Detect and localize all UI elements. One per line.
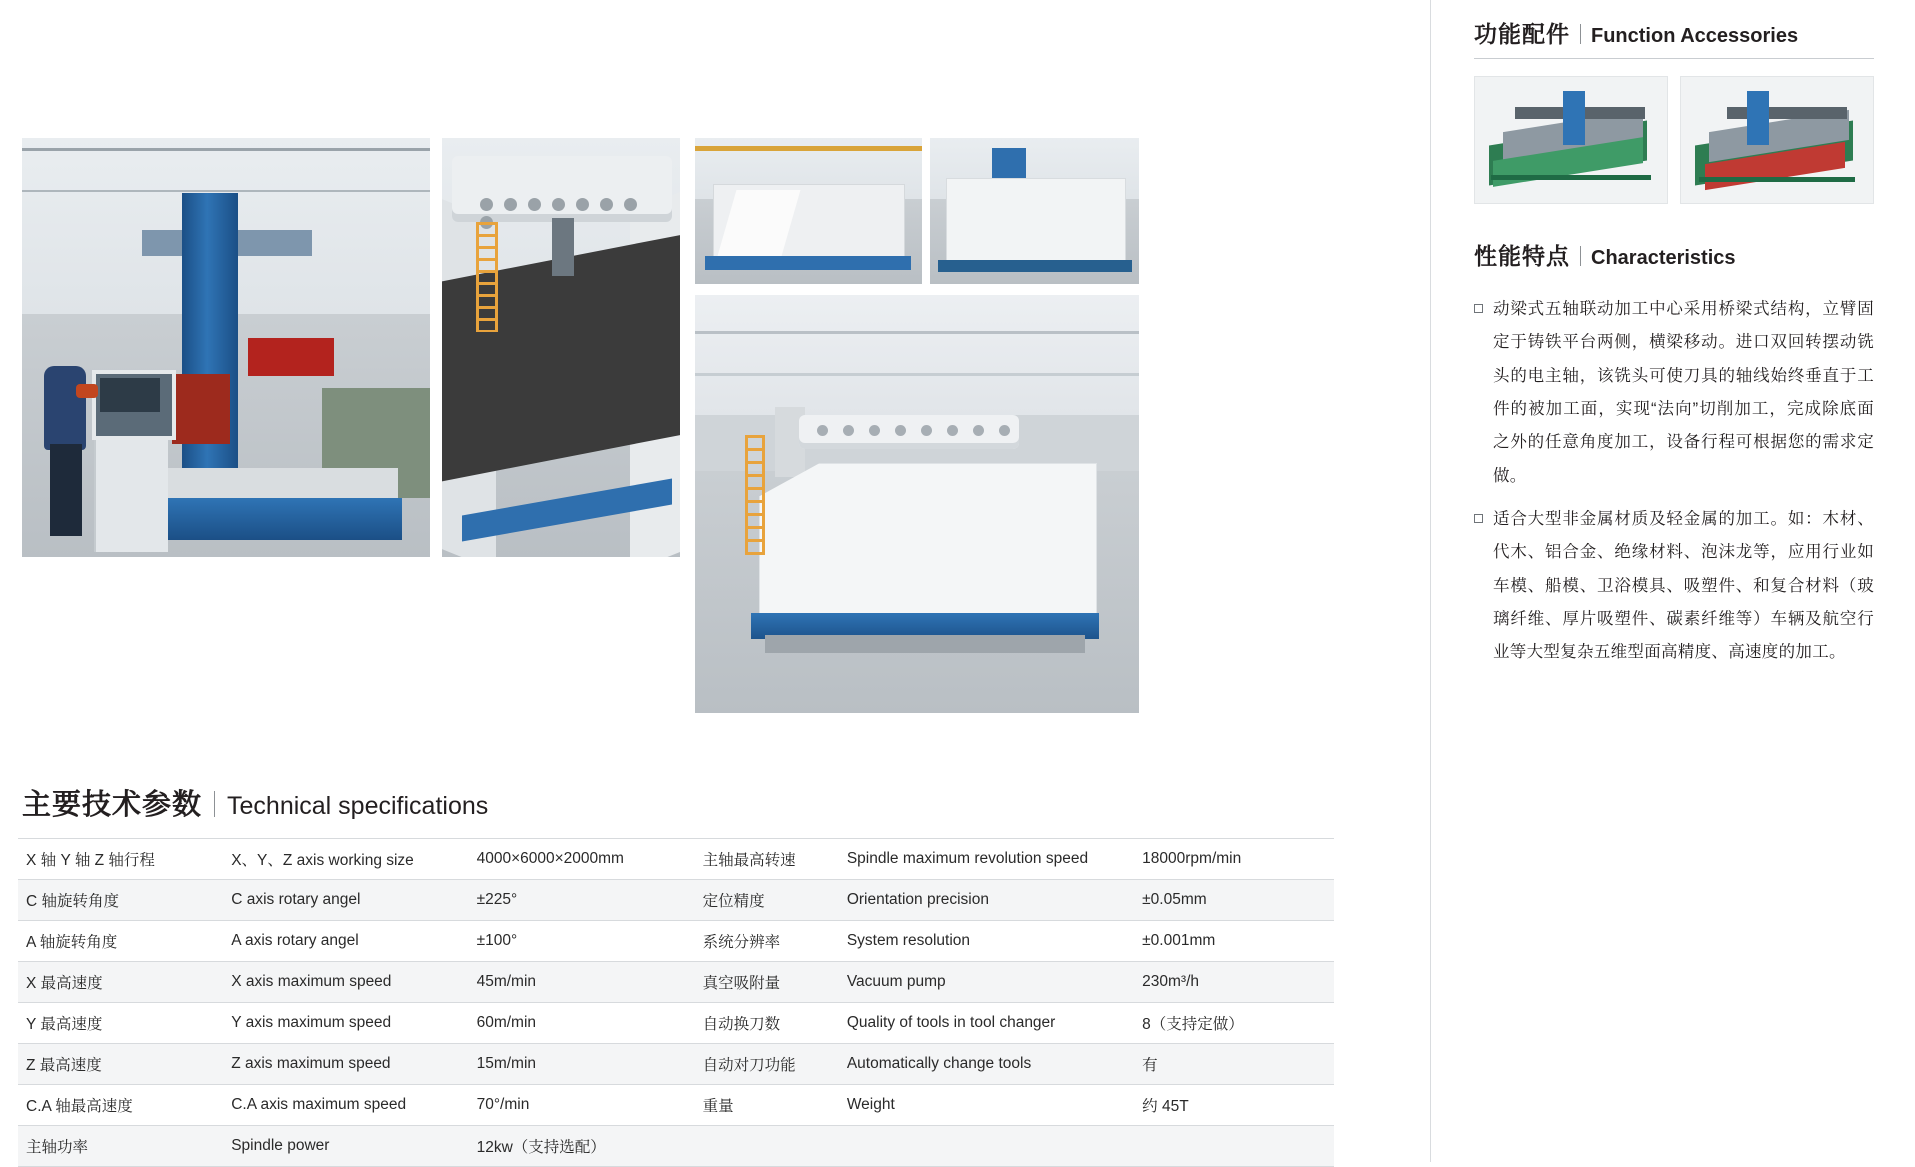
cell-param-cn: X 最高速度: [18, 962, 223, 1003]
photo-roof-truss: [695, 331, 1139, 334]
cell-param2-value: 有: [1134, 1044, 1334, 1085]
heading-divider: [214, 791, 215, 817]
photo-full-enclosed-machine: [695, 295, 1139, 713]
cell-param-value: ±100°: [469, 921, 685, 962]
photo-white-enclosure: [946, 178, 1126, 264]
cell-param-cn: A 轴旋转角度: [18, 921, 223, 962]
cell-param2-en: Orientation precision: [839, 880, 1134, 921]
list-item: [1474, 503, 1874, 670]
accessories-image-row: [1474, 76, 1874, 204]
characteristics-heading: [1474, 238, 1874, 271]
cell-param-en: C axis rotary angel: [223, 880, 468, 921]
cell-param2-value: 230m³/h: [1134, 962, 1334, 1003]
cell-param2-en: Vacuum pump: [839, 962, 1134, 1003]
cell-param2-value: 8（支持定做）: [1134, 1003, 1334, 1044]
cell-param2-cn: [685, 1126, 839, 1167]
cell-param2-value: [1134, 1126, 1334, 1167]
photo-roof-beam-secondary: [22, 190, 430, 192]
accessory-render-2: [1680, 76, 1874, 204]
photo-machine-arm: [799, 415, 1019, 449]
photo-spindle-head: [552, 218, 574, 276]
render-rail: [1491, 175, 1651, 180]
cell-param-en: Z axis maximum speed: [223, 1044, 468, 1085]
cell-param2-value: ±0.001mm: [1134, 921, 1334, 962]
cell-param-cn: C 轴旋转角度: [18, 880, 223, 921]
accessories-heading-rule: [1474, 58, 1874, 59]
characteristics-list: [1474, 293, 1874, 670]
specs-title-en: Technical specifications: [227, 792, 489, 820]
heading-divider: [1580, 246, 1581, 266]
photo-enclosure-assembly: [930, 138, 1139, 284]
table-row: [18, 1085, 1334, 1126]
photo-roof-beam: [22, 148, 430, 151]
photo-roof-truss-secondary: [695, 373, 1139, 376]
render-spindle-tower: [1747, 91, 1769, 145]
cell-param-cn: 主轴功率: [18, 1126, 223, 1167]
cell-param2-cn: 真空吸附量: [685, 962, 839, 1003]
technical-specifications-table: [18, 838, 1334, 1167]
characteristics-title-en: Characteristics: [1591, 247, 1736, 269]
right-sidebar: [1430, 0, 1915, 1162]
right-sidebar-content: [1474, 0, 1874, 680]
cell-param-cn: C.A 轴最高速度: [18, 1085, 223, 1126]
cell-param-value: 4000×6000×2000mm: [469, 839, 685, 880]
cell-param2-en: Quality of tools in tool changer: [839, 1003, 1134, 1044]
render-spindle-tower: [1563, 91, 1585, 145]
cell-param2-value: 18000rpm/min: [1134, 839, 1334, 880]
cell-param2-value: 约 45T: [1134, 1085, 1334, 1126]
photo-workshop-roof: [695, 295, 1139, 415]
photo-machine-frame-assembly: [695, 138, 922, 284]
cell-param-en: X axis maximum speed: [223, 962, 468, 1003]
cell-param-value: ±225°: [469, 880, 685, 921]
photo-safety-ladder: [745, 435, 765, 555]
photo-operator-body: [44, 366, 86, 450]
accessory-render-1: [1474, 76, 1668, 204]
photo-safety-ladder: [476, 222, 498, 332]
cell-param-cn: Y 最高速度: [18, 1003, 223, 1044]
photo-enclosure-body: [759, 463, 1097, 615]
photo-bridge-holes: [480, 198, 660, 212]
photo-operator-arm: [76, 384, 98, 398]
photo-blue-column: [182, 193, 238, 493]
photo-gantry-machine-with-operator: [22, 138, 430, 557]
photo-bridge-beam: [452, 156, 672, 222]
cell-param2-value: ±0.05mm: [1134, 880, 1334, 921]
photo-red-machine: [172, 374, 230, 444]
photo-control-pedestal: [94, 432, 168, 552]
square-bullet-icon: [1474, 514, 1483, 523]
product-photo-grid: [22, 138, 1339, 663]
photo-operator-legs: [50, 444, 82, 536]
list-item: [1474, 293, 1874, 493]
characteristics-title-cn: 性能特点: [1474, 243, 1570, 269]
cell-param-en: X、Y、Z axis working size: [223, 839, 468, 880]
cell-param2-cn: 自动换刀数: [685, 1003, 839, 1044]
cell-param-en: Y axis maximum speed: [223, 1003, 468, 1044]
table-row: [18, 921, 1334, 962]
render-rail: [1699, 177, 1855, 182]
cell-param2-en: Automatically change tools: [839, 1044, 1134, 1085]
table-row: [18, 962, 1334, 1003]
cell-param-value: 12kw（支持选配）: [469, 1126, 685, 1167]
specs-table-body: [18, 839, 1334, 1167]
table-row: [18, 1044, 1334, 1085]
accessories-title-en: Function Accessories: [1591, 25, 1799, 47]
photo-machine-table-closeup: [442, 138, 680, 557]
photo-yellow-crane-beam: [695, 146, 922, 151]
cell-param2-en: Spindle maximum revolution speed: [839, 839, 1134, 880]
cell-param-value: 60m/min: [469, 1003, 685, 1044]
characteristic-text: 适合大型非金属材质及轻金属的加工。如：木材、代木、铝合金、绝缘材料、泡沫龙等，应用行业如车模、船模、卫浴模具、吸塑件、和复合材料（玻璃纤维、厚片吸塑件、碳素纤维等）车辆及航空行业等大型复杂五维型面高精度、高速度的加工。: [1493, 509, 1874, 662]
photo-worktable: [140, 468, 398, 502]
photo-panel-screen: [100, 378, 160, 412]
cell-param2-cn: 系统分辨率: [685, 921, 839, 962]
cell-param-value: 15m/min: [469, 1044, 685, 1085]
cell-param-en: C.A axis maximum speed: [223, 1085, 468, 1126]
render-gantry-beam: [1727, 107, 1847, 119]
cell-param-en: A axis rotary angel: [223, 921, 468, 962]
cell-param2-en: Weight: [839, 1085, 1134, 1126]
cell-param-value: 70°/min: [469, 1085, 685, 1126]
cell-param-cn: X 轴 Y 轴 Z 轴行程: [18, 839, 223, 880]
photo-machine-feet: [765, 635, 1085, 653]
cell-param2-en: [839, 1126, 1134, 1167]
table-row: [18, 880, 1334, 921]
table-row: [18, 1003, 1334, 1044]
square-bullet-icon: [1474, 304, 1483, 313]
heading-divider: [1580, 24, 1581, 44]
photo-red-banner: [248, 338, 334, 376]
cell-param-en: Spindle power: [223, 1126, 468, 1167]
cell-param2-cn: 重量: [685, 1085, 839, 1126]
function-accessories-heading: [1474, 16, 1874, 49]
accessories-title-cn: 功能配件: [1474, 21, 1570, 47]
cell-param-value: 45m/min: [469, 962, 685, 1003]
cell-param-cn: Z 最高速度: [18, 1044, 223, 1085]
cell-param2-cn: 定位精度: [685, 880, 839, 921]
table-row: [18, 1126, 1334, 1167]
photo-machine-bed: [132, 498, 402, 540]
photo-blue-base: [705, 256, 911, 270]
cell-param2-cn: 自动对刀功能: [685, 1044, 839, 1085]
table-row: [18, 839, 1334, 880]
specs-title-cn: 主要技术参数: [22, 789, 203, 821]
cell-param2-cn: 主轴最高转速: [685, 839, 839, 880]
cell-param2-en: System resolution: [839, 921, 1134, 962]
characteristic-text: 动梁式五轴联动加工中心采用桥梁式结构，立臂固定于铸铁平台两侧，横梁移动。进口双回转摆动铣头的电主轴，该铣头可使刀具的轴线始终垂直于工件的被加工面，实现“法向”切削加工，完成除底面之外的任意角度加工，设备行程可根据您的需求定做。: [1493, 300, 1874, 485]
technical-specifications-heading: [22, 782, 488, 823]
photo-blue-base: [938, 260, 1132, 272]
